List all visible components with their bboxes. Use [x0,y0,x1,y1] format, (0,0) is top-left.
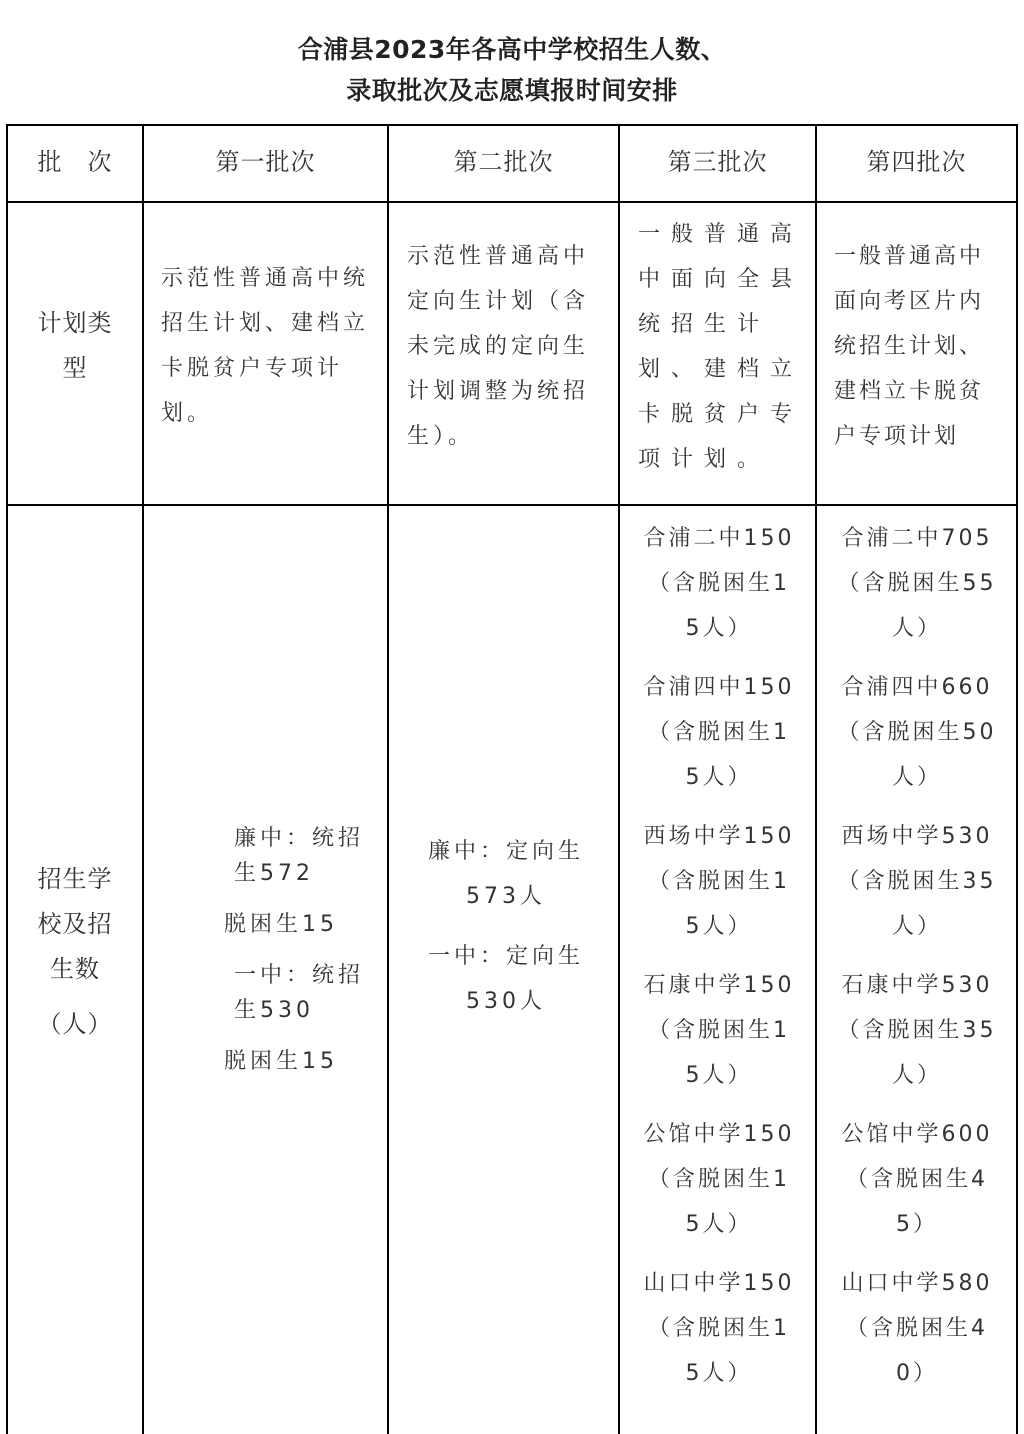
enrollment-b4-hepu-no2: 合浦二中705 （含脱困生55 人） [837,526,997,641]
enrollment-b3-hepu-no2: 合浦二中150 （含脱困生1 5人） [643,526,795,641]
enrollment-b3-shankou: 山口中学150 （含脱困生1 5人） [643,1271,795,1386]
header-batch-3: 第三批次 [667,148,768,176]
enrollment-batch-4 [820,516,1014,1410]
plan-type-batch-3: 一般普通高中面向全县统招生计划、建档立卡脱贫户专项计划。 [638,222,804,472]
enrollment-b2-lianzhong: 廉中：定向生573人 [427,839,584,909]
enrollment-b4-xichang: 西场中学530 （含脱困生35 人） [837,824,997,939]
enrollment-label-line4: （人） [37,1010,113,1038]
enrollment-b4-gongguan: 公馆中学600 （含脱困生4 5） [841,1122,993,1237]
plan-type-batch-2: 示范性普通高中定向生计划（含未完成的定向生计划调整为统招生）。 [407,244,590,449]
enrollment-b2-yizhong: 一中：定向生530人 [427,944,584,1014]
enrollment-batch-1 [224,821,374,1079]
plan-type-batch-1: 示范性普通高中统招生计划、建档立卡脱贫户专项计划。 [161,266,370,426]
plan-type-label-line1: 计划类 [37,309,113,337]
enrollment-label-line1: 招生学 [37,865,113,893]
enrollment-batch-2 [406,829,606,1024]
enrollment-label [8,857,142,1047]
enrollment-b3-shikang: 石康中学150 （含脱困生1 5人） [643,973,795,1088]
header-batch: 批 次 [37,148,113,176]
enrollment-table [6,124,1018,1434]
enrollment-b1-lianzhong: 廉中：统招生572 [234,826,365,886]
enrollment-b3-hepu-no4: 合浦四中150 （含脱困生1 5人） [643,675,795,790]
plan-type-label-line2: 型 [62,354,88,382]
enrollment-b3-gongguan: 公馆中学150 （含脱困生1 5人） [643,1122,795,1237]
enrollment-b1-yizhong-poverty: 脱困生15 [224,1049,338,1074]
header-batch-2: 第二批次 [453,148,554,176]
plan-type-batch-4: 一般普通高中面向考区片内统招生计划、建档立卡脱贫户专项计划 [834,244,985,449]
enrollment-b1-lianzhong-poverty: 脱困生15 [224,912,338,937]
document-title-line1: 合浦县2023年各高中学校招生人数、 [297,35,727,64]
enrollment-b1-yizhong: 一中：统招生530 [234,963,365,1023]
plan-type-label [8,301,142,391]
enrollment-b4-shikang: 石康中学530 （含脱困生35 人） [837,973,997,1088]
header-batch-1: 第一批次 [215,148,316,176]
enrollment-label-line3: 生数 [50,955,100,983]
enrollment-b4-hepu-no4: 合浦四中660 （含脱困生50 人） [837,675,997,790]
enrollment-b3-xichang: 西场中学150 （含脱困生1 5人） [643,824,795,939]
header-batch-4: 第四批次 [866,148,967,176]
enrollment-label-line2: 校及招 [37,910,113,938]
document-title-line2: 录取批次及志愿填报时间安排 [346,76,678,105]
enrollment-batch-3 [624,516,814,1410]
enrollment-b4-shankou: 山口中学580 （含脱困生4 0） [841,1271,993,1386]
